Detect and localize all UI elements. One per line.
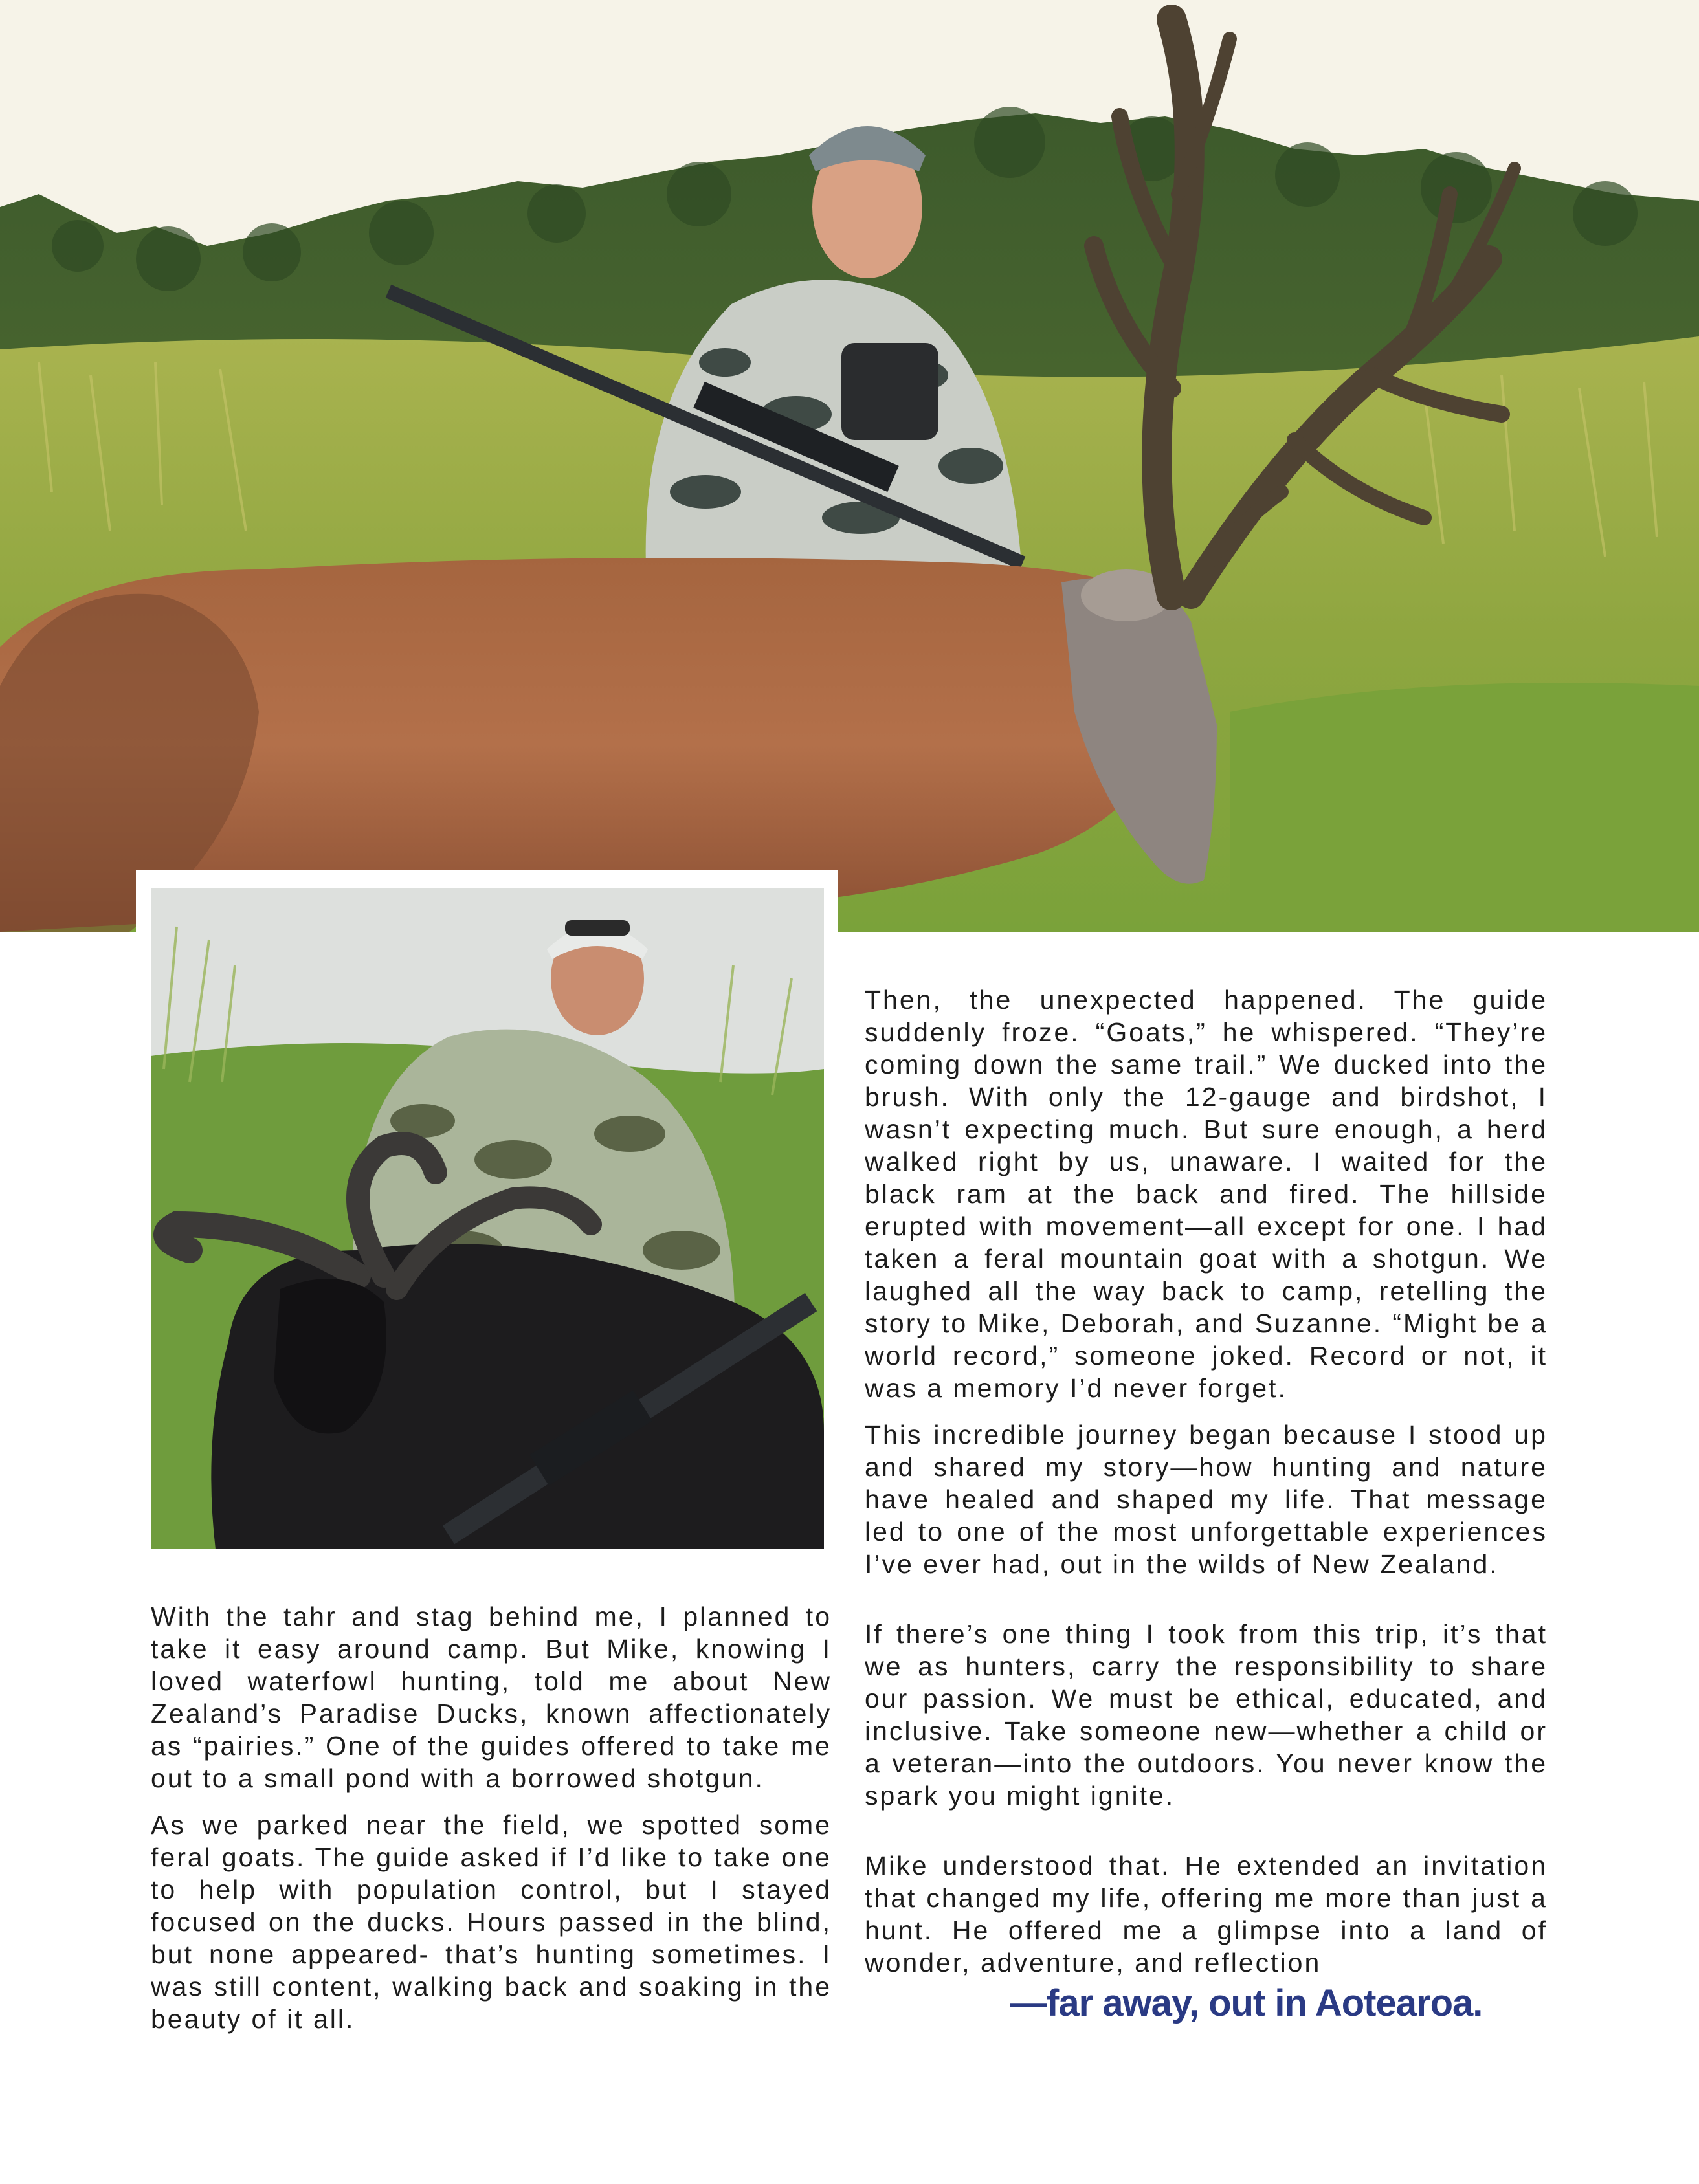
article-right-column bbox=[865, 984, 1548, 1993]
article-paragraph: With the tahr and stag behind me, I planned to take it easy around camp. But Mike, knowing I loved waterfowl hunting, told me about New Zealand’s Paradise Ducks, known affectionately as “pairies.” One of the guides offered to take me out to a small pond with a borrowed shotgun. bbox=[151, 1602, 832, 1793]
closing-tagline: —far away, out in Aotearoa. bbox=[1010, 1982, 1483, 2024]
stag-hunter-photo bbox=[0, 0, 1699, 932]
article-left-column bbox=[151, 1600, 832, 2049]
goat-hunter-photo bbox=[151, 888, 824, 1549]
article-paragraph: This incredible journey began because I stood up and shared my story—how hunting and nature have healed and shaped my life. That message led to one of the most unforgettable experiences I’ve ever had, out in the wilds of New Zealand. bbox=[865, 1420, 1548, 1579]
article-paragraph: If there’s one thing I took from this trip, it’s that we as hunters, carry the responsibility to share our passion. We must be ethical, educated, and inclusive. Take someone new—whether a child or a veteran—into the outdoors. You never know the spark you might ignite. bbox=[865, 1619, 1548, 1811]
inset-photo bbox=[151, 888, 824, 1549]
article-paragraph: Mike understood that. He extended an invitation that changed my life, offering me more than just a hunt. He offered me a glimpse into a land of wonder, adventure, and reflection bbox=[865, 1851, 1548, 1978]
article-paragraph: Then, the unexpected happened. The guide suddenly froze. “Goats,” he whispered. “They’re coming down the same trail.” We ducked into the brush. With only the 12-gauge and birdshot, I wasn’t expecting much. But sure enough, a herd walked right by us, unaware. I waited for the black ram at the back and fired. The hillside erupted with movement—all except for one. I had taken a feral mountain goat with a shotgun. We laughed all the way back to camp, retelling the story to Mike, Deborah, and Suzanne. “Might be a world record,” someone joked. Record or not, it was a memory I’d never forget. bbox=[865, 985, 1548, 1403]
hero-photo bbox=[0, 0, 1699, 932]
article-paragraph: As we parked near the field, we spotted some feral goats. The guide asked if I’d like to take one to help with population control, but I stayed focused on the ducks. Hours passed in the blind, but none appeared- that’s hunting sometimes. I was still content, walking back and soaking in the beauty of it all. bbox=[151, 1810, 832, 2034]
